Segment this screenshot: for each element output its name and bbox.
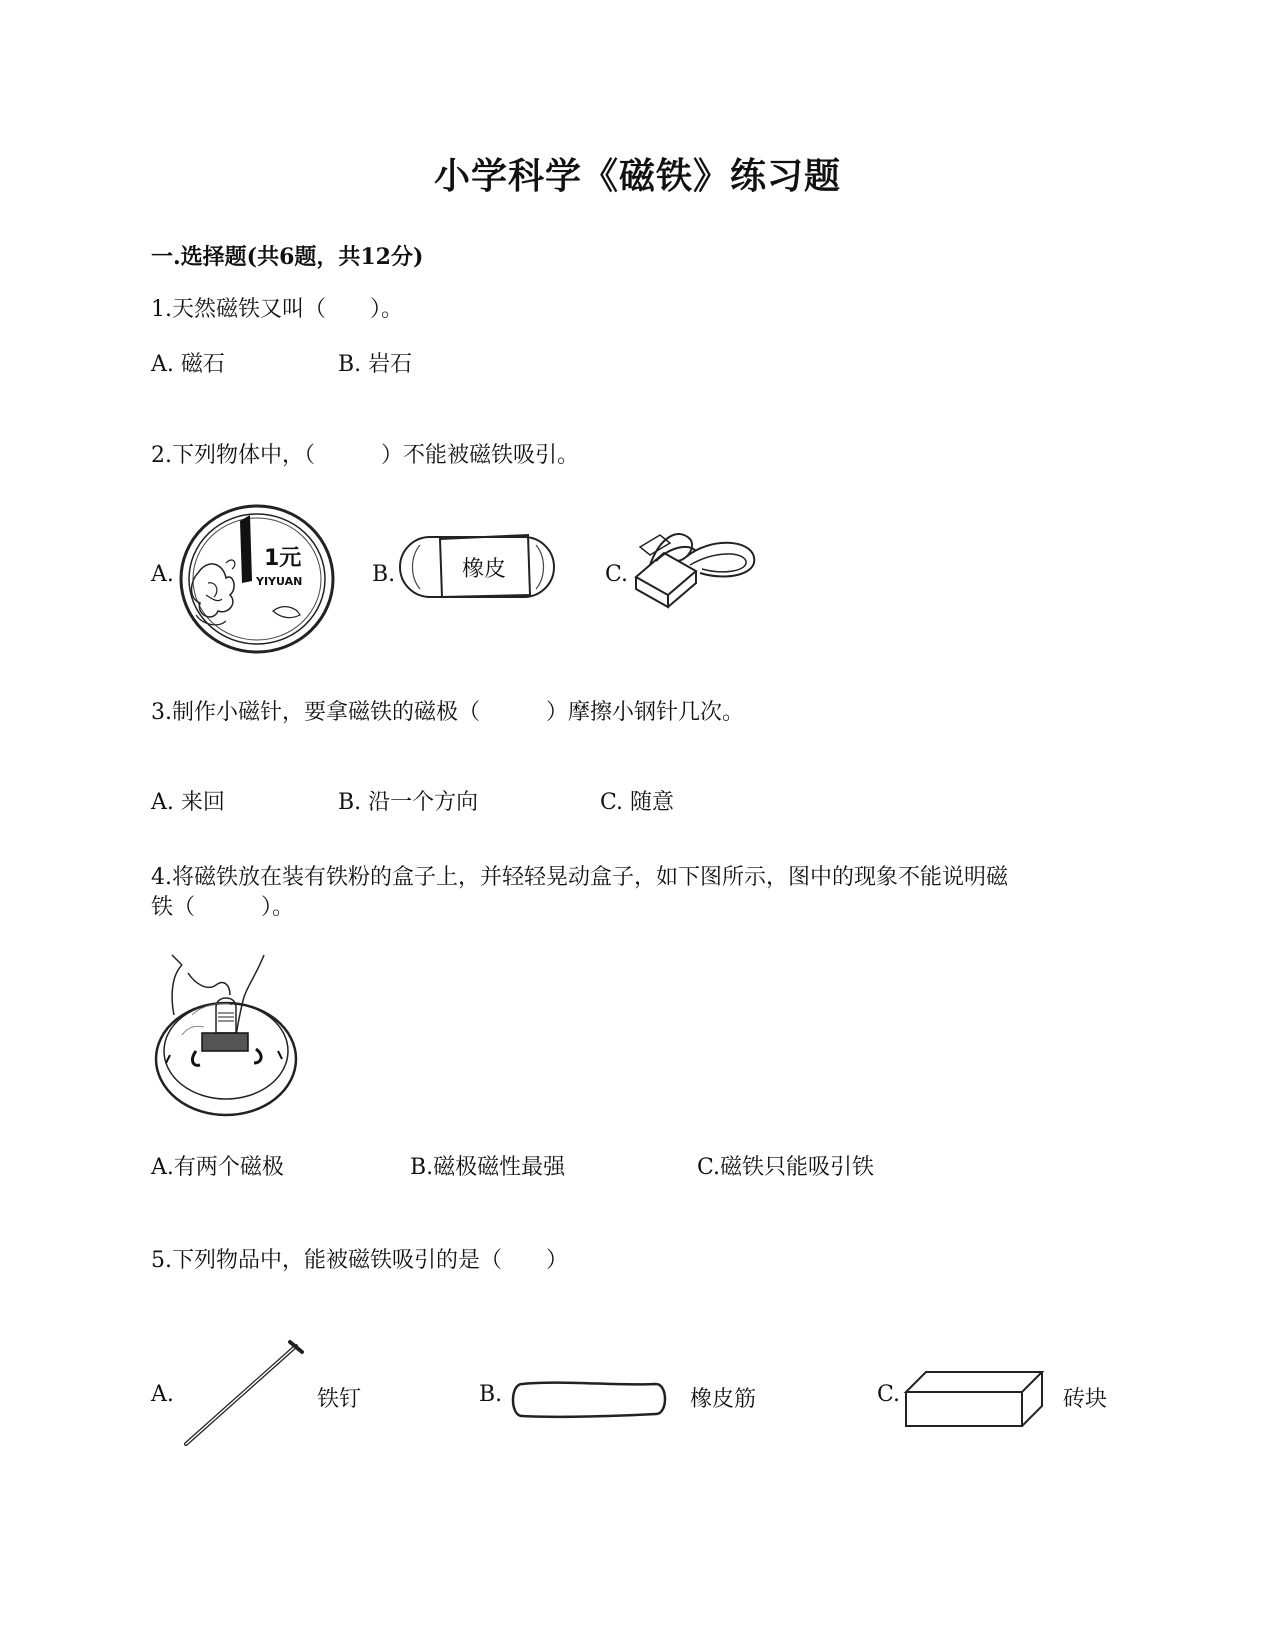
- question-2-stem: 2.下列物体中，（ ）不能被磁铁吸引。: [151, 443, 579, 468]
- q2-option-a: A.: [151, 562, 174, 587]
- q1-option-b: B. 岩石: [338, 352, 413, 377]
- coin-pinyin-text: YIYUAN: [256, 575, 303, 588]
- question-3-stem: 3.制作小磁针，要拿磁铁的磁极（ ）摩擦小钢针几次。: [151, 700, 744, 725]
- q5-option-a: A.: [151, 1382, 174, 1407]
- rubber-band-image: [508, 1378, 670, 1422]
- brick-image: [904, 1370, 1044, 1428]
- coin-numeral-one: [240, 515, 252, 583]
- q4-option-c: C.磁铁只能吸引铁: [697, 1155, 875, 1180]
- q3-option-a: A. 来回: [151, 790, 225, 815]
- q3-option-b: B. 沿一个方向: [338, 790, 479, 815]
- brick-label: 砖块: [1063, 1387, 1108, 1412]
- nail-label: 铁钉: [317, 1387, 362, 1412]
- q1-option-a: A. 磁石: [151, 352, 225, 377]
- binder-clip-image: [630, 517, 760, 609]
- page-title: 小学科学《磁铁》练习题: [433, 155, 841, 197]
- coin-image: [178, 503, 336, 655]
- eraser-text: 橡皮: [462, 557, 507, 582]
- question-4-stem-line2: 铁（ ）。: [151, 895, 295, 920]
- question-4-stem-line1: 4.将磁铁放在装有铁粉的盒子上，并轻轻晃动盒子，如下图所示，图中的现象不能说明磁: [151, 865, 1008, 890]
- q2-option-c: C.: [605, 562, 629, 587]
- q5-option-c: C.: [877, 1382, 901, 1407]
- q5-option-b: B.: [479, 1382, 503, 1407]
- coin-value-text: 1元: [264, 546, 302, 571]
- question-1-stem: 1.天然磁铁又叫（ ）。: [151, 297, 403, 322]
- section-heading: 一.选择题(共6题，共12分): [151, 244, 424, 270]
- nail-image: [180, 1340, 305, 1448]
- q2-option-b: B.: [372, 562, 396, 587]
- iron-filings-box-image: [152, 955, 300, 1125]
- q3-option-c: C. 随意: [600, 790, 675, 815]
- question-5-stem: 5.下列物品中，能被磁铁吸引的是（ ）: [151, 1248, 568, 1273]
- eraser-image: [398, 533, 558, 603]
- rubber-band-label: 橡皮筋: [690, 1387, 757, 1412]
- q4-option-a: A.有两个磁极: [151, 1155, 284, 1180]
- q4-option-b: B.磁极磁性最强: [410, 1155, 566, 1180]
